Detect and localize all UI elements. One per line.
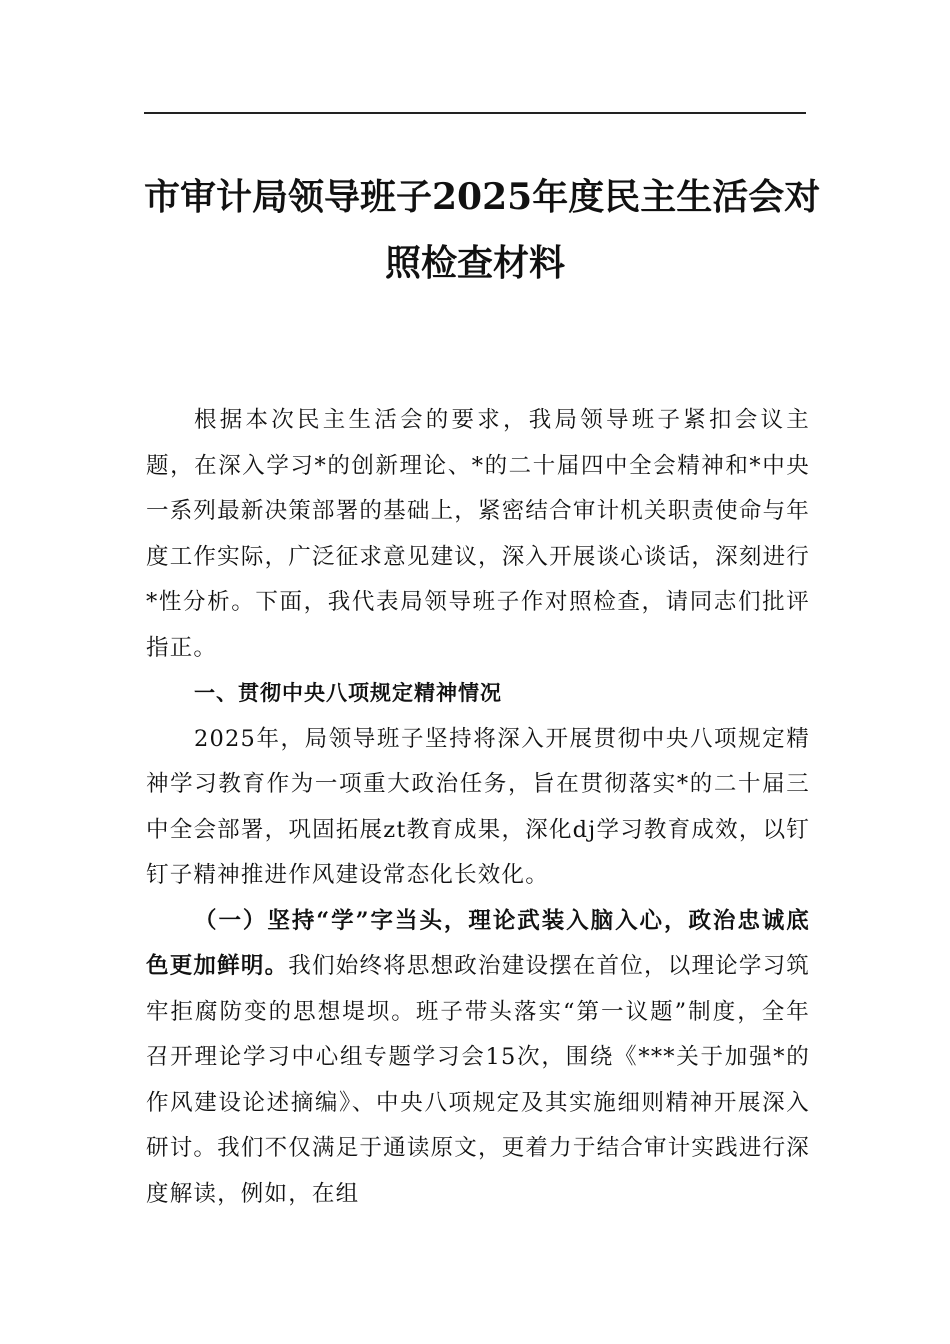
title-line-1: 市审计局领导班子2025年度民主生活会对	[144, 176, 821, 218]
title-line-2: 照检查材料	[384, 242, 565, 284]
document-title	[144, 164, 821, 296]
section-paragraph: 2025年，局领导班子坚持将深入开展贯彻中央八项规定精神学习教育作为一项重大政治任务，旨在贯彻落实*的二十届三中全会部署，巩固拓展zt教育成果，深化dj学习教育成效，以钉钉子精神推进作风建设常态化长效化。	[146, 725, 810, 888]
header-rule	[144, 112, 806, 114]
intro-paragraph: 根据本次民主生活会的要求，我局领导班子紧扣会议主题，在深入学习*的创新理论、*的二十届四中全会精神和*中央一系列最新决策部署的基础上，紧密结合审计机关职责使命与年度工作实际，广泛征求意见建议，深入开展谈心谈话，深刻进行*性分析。下面，我代表局领导班子作对照检查，请同志们批评指正。	[146, 407, 810, 661]
document-body	[146, 398, 810, 1217]
subsection-paragraph	[146, 899, 810, 1218]
section-heading: 一、贯彻中央八项规定精神情况	[194, 681, 502, 705]
subsection-body: 我们始终将思想政治建设摆在首位，以理论学习筑牢拒腐防变的思想堤坝。班子带头落实“第一议题”制度，全年召开理论学习中心组专题学习会15次，围绕《***关于加强*的作风建设论述摘编》、中央八项规定及其实施细则精神开展深入研讨。我们不仅满足于通读原文，更着力于结合审计实践进行深度解读，例如，在组	[146, 953, 811, 1207]
subsection-lead: （一）坚持“学”字当头，理论武装入脑入心，政治忠诚底色更加鲜明。	[146, 907, 810, 979]
